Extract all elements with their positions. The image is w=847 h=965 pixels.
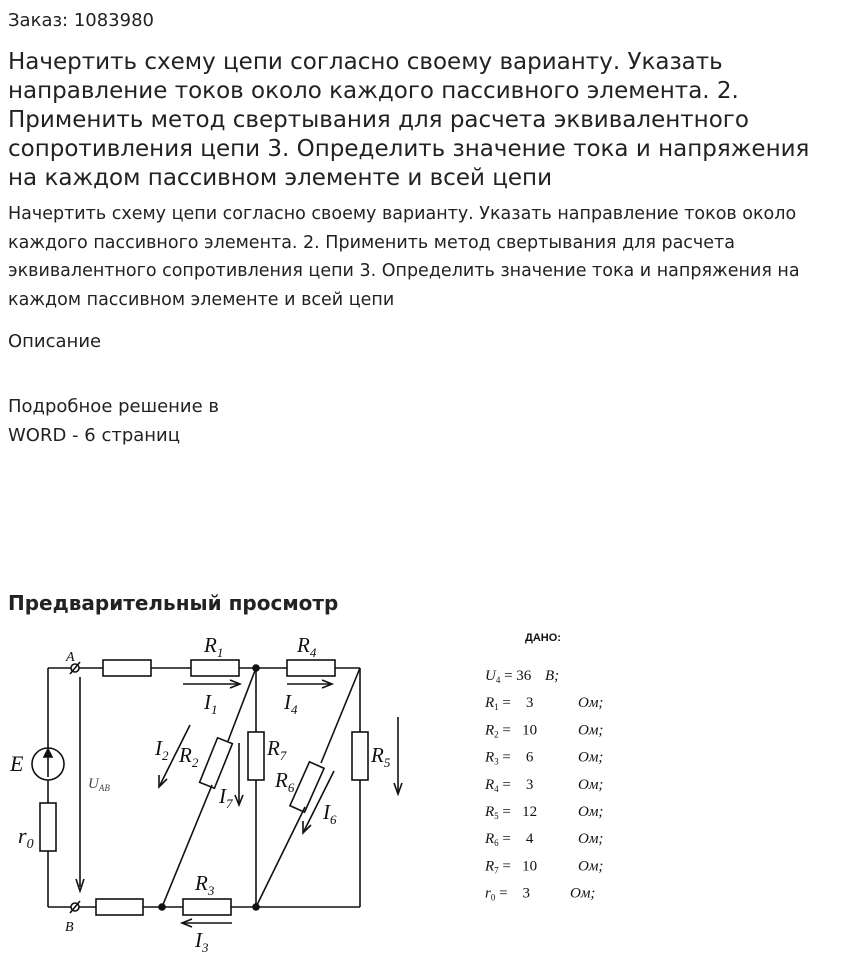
given-rows bbox=[484, 668, 603, 903]
solution-line-1: Подробное решение в bbox=[8, 396, 220, 417]
label-r4: $R_4$ bbox=[297, 633, 317, 660]
label-uab: $U_{AB}$ bbox=[88, 776, 110, 793]
label-r3: $R_3$ bbox=[195, 871, 215, 898]
resistor-bottom-left bbox=[96, 899, 143, 915]
current-arrowhead bbox=[159, 775, 167, 787]
given-unit: Ом; bbox=[578, 858, 604, 875]
label-r2: $R_2$ bbox=[179, 743, 199, 770]
given-value: = 10 bbox=[498, 858, 538, 875]
label-e: E bbox=[10, 751, 24, 776]
given-row bbox=[484, 750, 534, 767]
given-row bbox=[484, 695, 533, 712]
resistor-r6 bbox=[290, 762, 324, 812]
task-description: Начертить схему цепи согласно своему варианту. Указать направление токов около каждого пассивного элемента. 2. Применить метод свертывания для расчета эквивалентного сопротивления цепи 3. Определить значение тока и напряжения на каждом пассивном элементе и всей цепи bbox=[8, 204, 800, 310]
given-row bbox=[484, 777, 533, 794]
resistor-r3 bbox=[183, 899, 231, 915]
given-unit: Ом; bbox=[578, 804, 604, 820]
given-row bbox=[484, 858, 537, 875]
source-arrowhead bbox=[44, 749, 52, 757]
resistor-r2 bbox=[200, 738, 233, 788]
label-i7: $I_7$ bbox=[219, 784, 233, 811]
label-b: B bbox=[65, 920, 74, 935]
resistor-r1 bbox=[191, 660, 239, 676]
given-unit: Ом; bbox=[578, 749, 604, 766]
label-i2: $I_2$ bbox=[155, 736, 169, 763]
given-value: = 6 bbox=[498, 749, 534, 766]
given-value: = 12 bbox=[498, 804, 538, 820]
given-row bbox=[485, 886, 530, 903]
given-row bbox=[484, 804, 537, 821]
resistor-r5 bbox=[352, 732, 368, 780]
given-header: ДАНО: bbox=[525, 632, 561, 644]
label-r1: $R_1$ bbox=[204, 633, 224, 660]
given-symbol: R bbox=[485, 722, 495, 739]
given-value: = 10 bbox=[498, 722, 538, 739]
given-unit: Ом; bbox=[570, 885, 596, 902]
given-value: = 4 bbox=[498, 831, 534, 848]
label-r7: $R_7$ bbox=[267, 736, 287, 763]
given-symbol: R bbox=[485, 749, 495, 766]
given-subscript: 7 bbox=[494, 865, 499, 876]
page-title: Начертить схему цепи согласно своему варианту. Указать направление токов около каждого пассивного элемента. 2. Применить метод свертывания для расчета эквивалентного сопротивления цепи 3. Определить значение тока и напряжения на каждом пассивном элементе и всей цепи bbox=[8, 49, 810, 191]
given-symbol: U bbox=[485, 668, 496, 684]
solution-info bbox=[8, 393, 268, 450]
current-arrowhead bbox=[303, 821, 311, 833]
given-unit: Ом; bbox=[578, 776, 604, 793]
given-subscript: 4 bbox=[495, 675, 501, 685]
given-value: = 3 bbox=[495, 885, 531, 902]
given-symbol: R bbox=[485, 695, 495, 712]
label-i4: $I_4$ bbox=[284, 690, 298, 717]
junction-dot bbox=[253, 904, 259, 910]
solution-line-2: WORD - 6 страниц bbox=[8, 424, 181, 446]
resistor-r0 bbox=[40, 803, 56, 851]
given-value: = 3 bbox=[498, 695, 534, 712]
given-symbol: R bbox=[485, 858, 495, 875]
wire bbox=[228, 668, 256, 741]
junction-dot bbox=[253, 665, 259, 671]
given-subscript: 5 bbox=[494, 811, 499, 821]
wire bbox=[256, 807, 305, 907]
given-subscript: 1 bbox=[494, 702, 499, 713]
given-unit: Ом; bbox=[578, 722, 604, 739]
label-r6: $R_6$ bbox=[275, 768, 295, 795]
given-row bbox=[484, 722, 537, 739]
given-symbol: R bbox=[485, 831, 495, 848]
resistor-r4 bbox=[287, 660, 335, 676]
given-unit: Ом; bbox=[578, 695, 604, 712]
resistor-r7 bbox=[248, 732, 264, 780]
given-subscript: 3 bbox=[494, 756, 499, 767]
given-symbol: R bbox=[485, 804, 495, 820]
given-value: = 36 bbox=[500, 668, 532, 684]
given-symbol: R bbox=[485, 776, 495, 793]
given-subscript: 2 bbox=[494, 729, 499, 740]
given-unit: Ом; bbox=[578, 831, 604, 848]
junction-dot bbox=[159, 904, 165, 910]
label-i3: $I_3$ bbox=[195, 928, 209, 955]
resistor-top-left bbox=[103, 660, 151, 676]
circuit-schematic bbox=[32, 660, 402, 927]
label-a: A bbox=[66, 650, 75, 665]
given-values bbox=[484, 632, 603, 903]
preview-image bbox=[0, 625, 847, 965]
label-r0: $r_0$ bbox=[18, 823, 34, 852]
given-subscript: 6 bbox=[494, 838, 499, 849]
label-i1: $I_1$ bbox=[204, 690, 218, 717]
label-r5: $R_5$ bbox=[371, 743, 391, 770]
preview-heading: Предварительный просмотр bbox=[8, 591, 339, 615]
order-number: Заказ: 1083980 bbox=[8, 10, 154, 31]
given-unit: В; bbox=[545, 668, 560, 684]
section-description-heading: Описание bbox=[8, 331, 102, 352]
given-subscript: 0 bbox=[490, 892, 496, 903]
given-row bbox=[484, 831, 534, 848]
given-row bbox=[485, 668, 532, 685]
given-symbol: r bbox=[485, 885, 491, 902]
given-subscript: 4 bbox=[494, 783, 499, 794]
label-i6: $I_6$ bbox=[323, 800, 337, 827]
given-value: = 3 bbox=[498, 776, 534, 793]
